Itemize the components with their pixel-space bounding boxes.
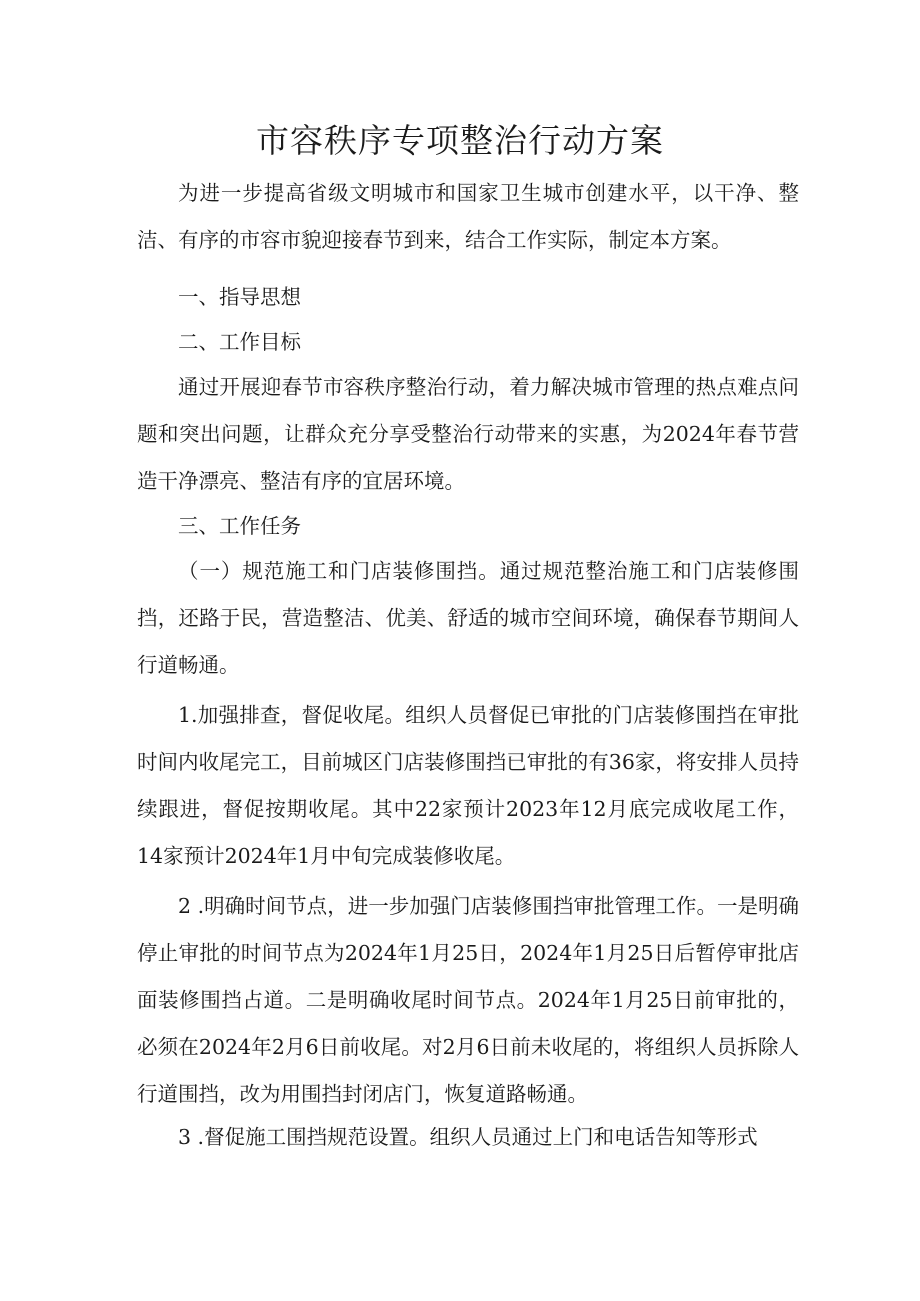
task-one-paragraph: （一）规范施工和门店装修围挡。通过规范整治施工和门店装修围挡，还路于民，营造整洁、优美、舒适的城市空间环境，确保春节期间人行道畅通。 <box>137 559 799 677</box>
document-body <box>137 170 799 1161</box>
goals-paragraph: 通过开展迎春节市容秩序整治行动，着力解决城市管理的热点难点问题和突出问题，让群众充分享受整治行动带来的实惠，为2024年春节营造干净漂亮、整洁有序的宜居环境。 <box>137 375 799 493</box>
section-heading-guiding-thought: 一、指导思想 <box>178 285 301 309</box>
task-item-1-paragraph: 1.加强排查，督促收尾。组织人员督促已审批的门店装修围挡在审批时间内收尾完工，目前城区门店装修围挡已审批的有36家，将安排人员持续跟进，督促按期收尾。其中22家预计2023年12月底完成收尾工作，14家预计2024年1月中旬完成装修收尾。 <box>137 703 799 868</box>
task-item-2-paragraph: 2 .明确时间节点，进一步加强门店装修围挡审批管理工作。一是明确停止审批的时间节点为2024年1月25日，2024年1月25日后暂停审批店面装修围挡占道。二是明确收尾时间节点。2024年1月25日前审批的，必须在2024年2月6日前收尾。对2月6日前未收尾的，将组织人员拆除人行道围挡，改为用围挡封闭店门，恢复道路畅通。 <box>137 894 799 1106</box>
document-title: 市容秩序专项整治行动方案 <box>256 121 664 160</box>
section-heading-work-tasks: 三、工作任务 <box>178 514 301 538</box>
section-heading-work-goals: 二、工作目标 <box>178 330 301 354</box>
task-item-3-paragraph: 3 .督促施工围挡规范设置。组织人员通过上门和电话告知等形式 <box>178 1125 758 1149</box>
intro-paragraph: 为进一步提高省级文明城市和国家卫生城市创建水平，以干净、整洁、有序的市容市貌迎接春节到来，结合工作实际，制定本方案。 <box>137 181 799 252</box>
